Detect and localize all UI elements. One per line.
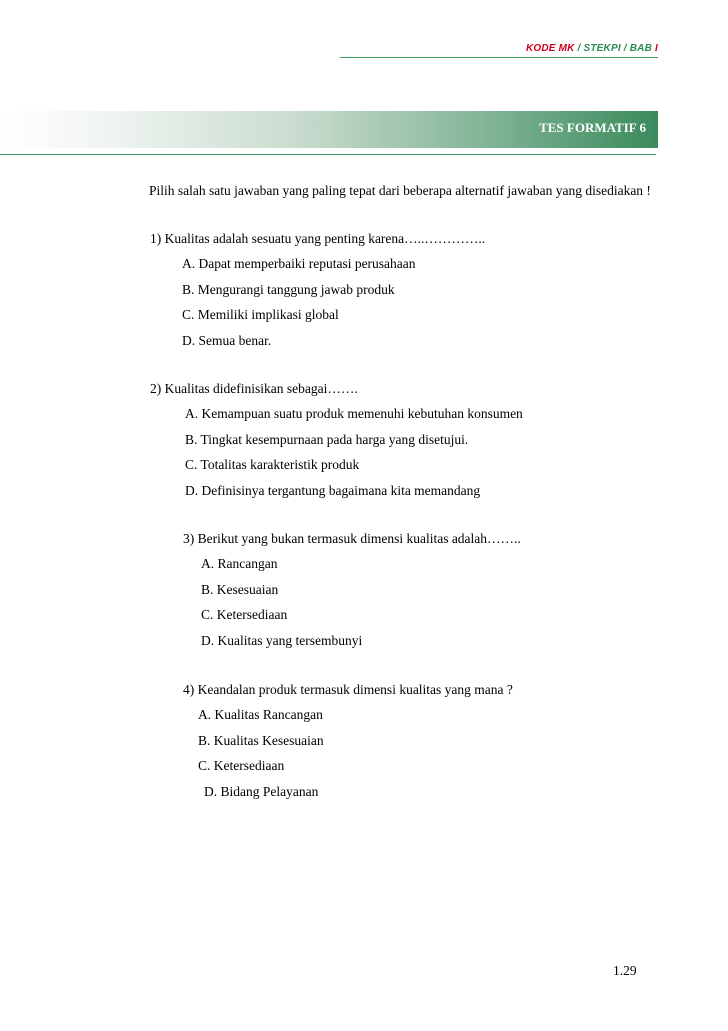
question-2 [149, 376, 659, 503]
option-b: B. Kualitas Kesesuaian [198, 732, 324, 748]
option-a: A. Kemampuan suatu produk memenuhi kebutuhan konsumen [185, 406, 523, 421]
option-a: A. Dapat memperbaiki reputasi perusahaan [182, 256, 416, 271]
course-code: KODE MK / STEKPI / BAB I [525, 43, 658, 54]
option-c: C. Totalitas karakteristik produk [185, 457, 360, 472]
course-code-kode: KODE MK [525, 43, 575, 54]
option-c: C. Ketersediaan [198, 758, 285, 773]
course-code-stekpi: STEKPI [583, 43, 621, 54]
option-d: D. Bidang Pelayanan [204, 783, 319, 799]
option-d: D. Kualitas yang tersembunyi [201, 632, 363, 648]
question-text: 2) Kualitas didefinisikan sebagai……. [150, 381, 358, 396]
question-text: 3) Berikut yang bukan termasuk dimensi kualitas adalah…….. [183, 531, 521, 546]
option-a: A. Rancangan [201, 556, 278, 571]
section-banner [0, 111, 658, 148]
banner-rule [0, 154, 656, 155]
question-4 [183, 677, 659, 804]
instruction-text: Pilih salah satu jawaban yang paling tepat dari beberapa alternatif jawaban yang disediakan ! [149, 183, 651, 198]
option-b: B. Tingkat kesempurnaan pada harga yang disetujui. [185, 431, 469, 447]
course-code-chapter: I [655, 43, 658, 54]
header-rule [340, 57, 658, 58]
option-d: D. Semua benar. [182, 332, 272, 348]
page-number: 1.29 [613, 963, 637, 978]
option-c: C. Ketersediaan [201, 607, 288, 622]
course-code-bab: BAB [629, 43, 656, 54]
question-3 [183, 526, 659, 653]
option-b: B. Mengurangi tanggung jawab produk [182, 281, 395, 297]
question-text: 1) Kualitas adalah sesuatu yang penting karena…..………….. [150, 231, 486, 246]
option-a: A. Kualitas Rancangan [198, 707, 323, 722]
question-1 [149, 226, 659, 353]
option-c: C. Memiliki implikasi global [182, 307, 339, 322]
option-d: D. Definisinya tergantung bagaimana kita memandang [185, 482, 481, 498]
option-b: B. Kesesuaian [201, 581, 279, 597]
banner-title: TES FORMATIF 6 [539, 120, 646, 135]
question-text: 4) Keandalan produk termasuk dimensi kualitas yang mana ? [183, 682, 513, 697]
quiz-content [149, 178, 659, 804]
